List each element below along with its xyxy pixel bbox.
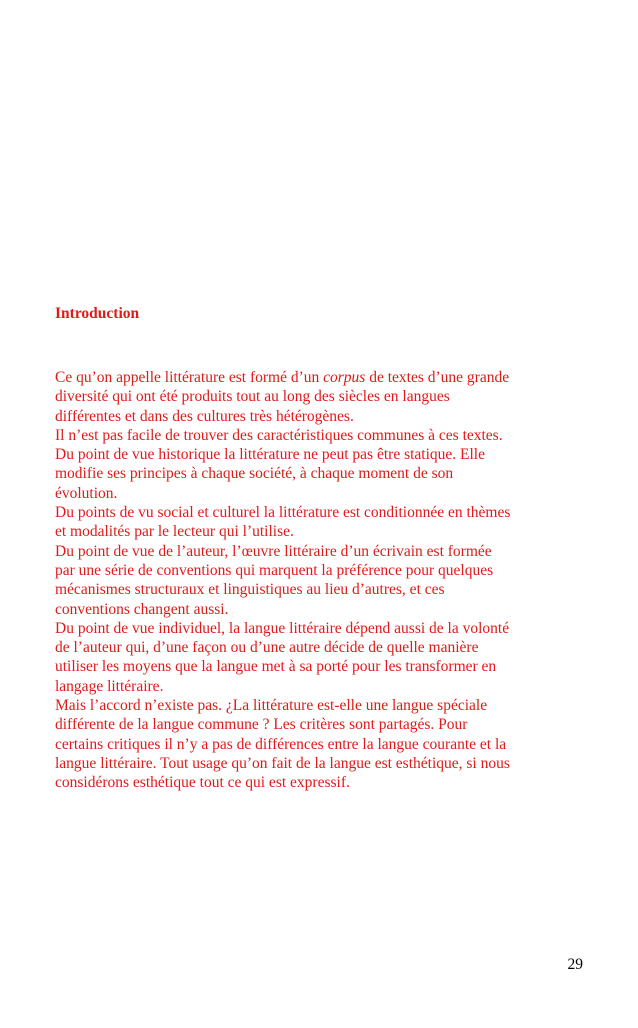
text-line: mécanismes structuraux et linguistiques au lieu d’autres, et ces [55,581,445,599]
text-line: utiliser les moyens que la langue met à sa porté pour les transformer en [55,658,497,676]
page-number: 29 [567,956,583,973]
text-line: et modalités par le lecteur qui l’utilise. [55,523,294,541]
text-line: Du points de vu social et culturel la littérature est conditionnée en thèmes [55,504,511,522]
text-line: de l’auteur qui, d’une façon ou d’une autre décide de quelle manière [55,639,479,657]
italic-term: corpus [323,369,366,386]
section-heading: Introduction [55,305,140,322]
text-line [55,368,595,387]
text-line: conventions changent aussi. [55,600,229,618]
text-line: modifie ses principes à chaque société, à chaque moment de son [55,465,454,483]
text-line: différente de la langue commune ? Les critères sont partagés. Pour [55,716,468,734]
text-line: Il n’est pas facile de trouver des caractéristiques communes à ces textes. [55,426,503,444]
text-line: langue littéraire. Tout usage qu’on fait de la langue est esthétique, si nous [55,754,510,772]
text-line: différentes et dans des cultures très hétérogènes. [55,407,354,425]
text-line: considérons esthétique tout ce qui est expressif. [55,774,350,792]
text-line: langage littéraire. [55,677,164,695]
text-fragment: Ce qu’on appelle littérature est formé d’un [55,369,324,386]
text-line: Du point de vue individuel, la langue littéraire dépend aussi de la volonté [55,619,510,637]
text-line: certains critiques il n’y a pas de différences entre la langue courante et la [55,735,507,753]
text-fragment: de textes d’une grande [365,369,510,386]
text-line: Du point de vue de l’auteur, l’œuvre littéraire d’un écrivain est formée [55,542,492,560]
text-line: évolution. [55,484,118,502]
text-line: Du point de vue historique la littérature ne peut pas être statique. Elle [55,446,485,464]
text-line: diversité qui ont été produits tout au long des siècles en langues [55,388,450,406]
text-line: Mais l’accord n’existe pas. ¿La littérature est-elle une langue spéciale [55,697,488,715]
body-text [55,368,595,793]
text-line: par une série de conventions qui marquent la préférence pour quelques [55,561,494,579]
